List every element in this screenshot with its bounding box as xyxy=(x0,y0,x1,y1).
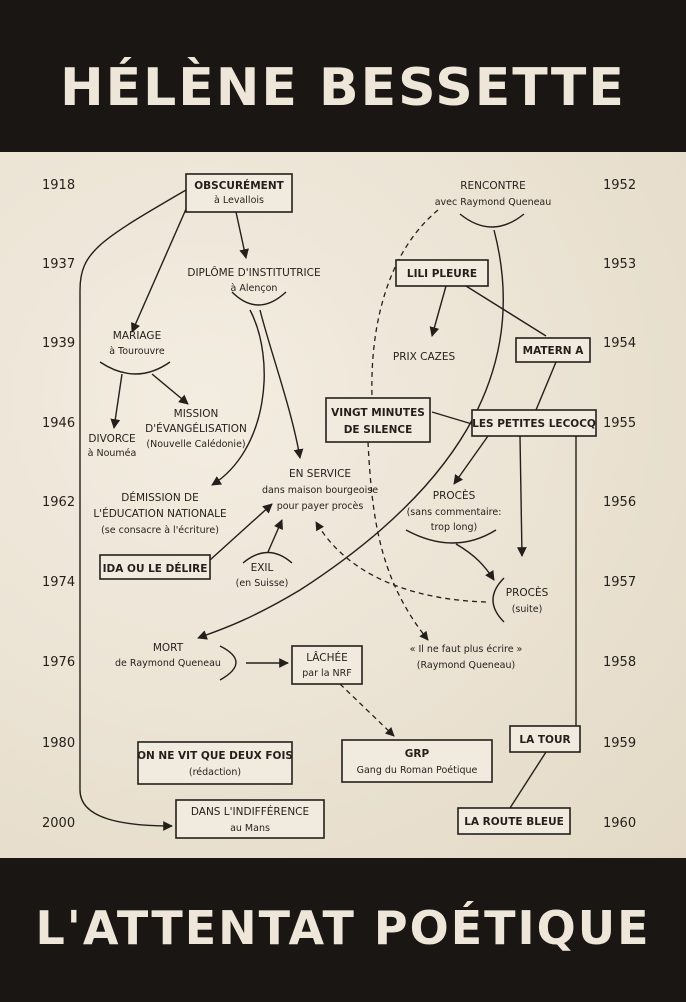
node-exil-sub: (en Suisse) xyxy=(235,578,289,589)
node-service-l2: dans maison bourgeoise xyxy=(261,485,379,496)
node-ida-title: IDA OU LE DÉLIRE xyxy=(102,563,208,575)
node-rencontre-title: RENCONTRE xyxy=(460,180,526,192)
node-demission-l2: L'ÉDUCATION NATIONALE xyxy=(93,508,227,520)
node-obscurement-sub: à Levallois xyxy=(214,195,264,206)
year-label: 1959 xyxy=(603,736,637,751)
node-mission-l1: MISSION xyxy=(173,408,219,420)
node-mort-title: MORT xyxy=(152,642,184,654)
node-demission-l3: (se consacre à l'écriture) xyxy=(101,525,219,536)
node-proces-suite-title: PROCÈS xyxy=(505,587,549,599)
node-proces-l2: (sans commentaire: xyxy=(406,507,502,518)
arrow-rencontre-vingt xyxy=(372,210,438,396)
node-mariage-title: MARIAGE xyxy=(112,330,162,342)
poster-title: HÉLÈNE BESSETTE xyxy=(60,58,626,118)
node-materna-title: MATERN A xyxy=(522,345,584,357)
arrow-lecocq-proces-suite xyxy=(520,436,522,556)
arrow-vingt-quote xyxy=(368,442,428,640)
year-label: 1962 xyxy=(42,495,76,510)
node-indifference-sub: au Mans xyxy=(230,823,270,834)
line-tour-route xyxy=(510,752,546,808)
year-axis-left xyxy=(42,178,75,831)
arrow-mariage-mission xyxy=(152,374,188,404)
line-materna-lecocq xyxy=(536,362,556,410)
year-label: 1946 xyxy=(42,416,76,431)
node-vingt-l2: DE SILENCE xyxy=(343,424,413,436)
node-mission-l2: D'ÉVANGÉLISATION xyxy=(145,423,247,435)
node-demission-l1: DÉMISSION DE xyxy=(121,492,199,504)
node-vingt-l1: VINGT MINUTES xyxy=(331,407,425,419)
arrow-obscurement-mariage xyxy=(132,200,190,332)
node-obscurement-title: OBSCURÉMENT xyxy=(194,180,284,192)
node-diplome-title: DIPLÔME D'INSTITUTRICE xyxy=(187,267,321,279)
arrow-mariage-divorce xyxy=(114,374,122,428)
year-label: 1918 xyxy=(42,178,76,193)
arrow-diplome-demission xyxy=(212,310,264,485)
node-quote-title: « Il ne faut plus écrire » xyxy=(409,644,523,655)
line-vingt-lecocq xyxy=(432,412,472,424)
arc-proces-suite xyxy=(493,578,504,622)
node-la-tour-title: LA TOUR xyxy=(519,734,571,746)
node-mort-sub: de Raymond Queneau xyxy=(115,658,221,669)
node-proces-suite-sub: (suite) xyxy=(511,604,543,615)
node-lachee-sub: par la NRF xyxy=(302,668,352,679)
node-grp-sub: Gang du Roman Poétique xyxy=(356,765,478,776)
year-label: 1953 xyxy=(603,257,637,272)
year-label: 1976 xyxy=(42,655,76,670)
arc-mariage xyxy=(100,362,170,374)
node-lecocq-title: LES PETITES LECOCQ xyxy=(472,418,596,430)
node-labels xyxy=(88,179,596,834)
node-service-l3: pour payer procès xyxy=(276,501,364,512)
node-diplome-sub: à Alençon xyxy=(230,283,278,294)
arrow-exil-service xyxy=(268,520,282,552)
year-label: 1980 xyxy=(42,736,76,751)
node-lili-title: LILI PLEURE xyxy=(406,268,478,280)
node-prix-title: PRIX CAZES xyxy=(392,351,456,363)
year-label: 1952 xyxy=(603,178,637,193)
arrow-lili-prix xyxy=(432,286,446,336)
node-divorce-title: DIVORCE xyxy=(88,433,136,445)
node-exil-title: EXIL xyxy=(250,562,274,574)
year-label: 1937 xyxy=(42,257,76,272)
arc-mort xyxy=(220,646,236,680)
line-lili-materna xyxy=(466,286,546,336)
year-label: 2000 xyxy=(42,816,76,831)
poster-subtitle: L'ATTENTAT POÉTIQUE xyxy=(35,901,651,955)
arrow-diplome-service xyxy=(260,310,300,458)
node-divorce-sub: à Nouméa xyxy=(87,448,137,459)
node-indifference-title: DANS L'INDIFFÉRENCE xyxy=(190,806,310,818)
arrow-lachee-grp xyxy=(340,684,394,736)
year-label: 1956 xyxy=(603,495,637,510)
year-label: 1958 xyxy=(603,655,637,670)
node-proces-l1: PROCÈS xyxy=(432,490,476,502)
year-label: 1939 xyxy=(42,336,76,351)
node-proces-l3: trop long) xyxy=(430,522,478,533)
arrow-obscurement-diplome xyxy=(236,212,246,258)
year-label: 1957 xyxy=(603,575,637,590)
node-lachee-title: LÂCHÉE xyxy=(306,652,348,664)
year-label: 1960 xyxy=(603,816,637,831)
node-mariage-sub: à Tourouvre xyxy=(109,346,165,357)
year-label: 1954 xyxy=(603,336,637,351)
node-quote-sub: (Raymond Queneau) xyxy=(416,660,516,671)
node-service-l1: EN SERVICE xyxy=(288,468,352,480)
node-grp-title: GRP xyxy=(404,748,430,760)
node-route-title: LA ROUTE BLEUE xyxy=(464,816,564,828)
year-axis-right xyxy=(603,178,636,831)
node-on-ne-vit-sub: (rédaction) xyxy=(188,767,242,778)
arc-rencontre xyxy=(460,214,524,227)
node-mission-l3: (Nouvelle Calédonie) xyxy=(146,439,246,450)
node-rencontre-sub: avec Raymond Queneau xyxy=(434,197,552,208)
node-on-ne-vit-title: ON NE VIT QUE DEUX FOIS xyxy=(137,750,293,762)
year-label: 1955 xyxy=(603,416,637,431)
arrow-proces-suite xyxy=(456,544,494,580)
year-label: 1974 xyxy=(42,575,76,590)
